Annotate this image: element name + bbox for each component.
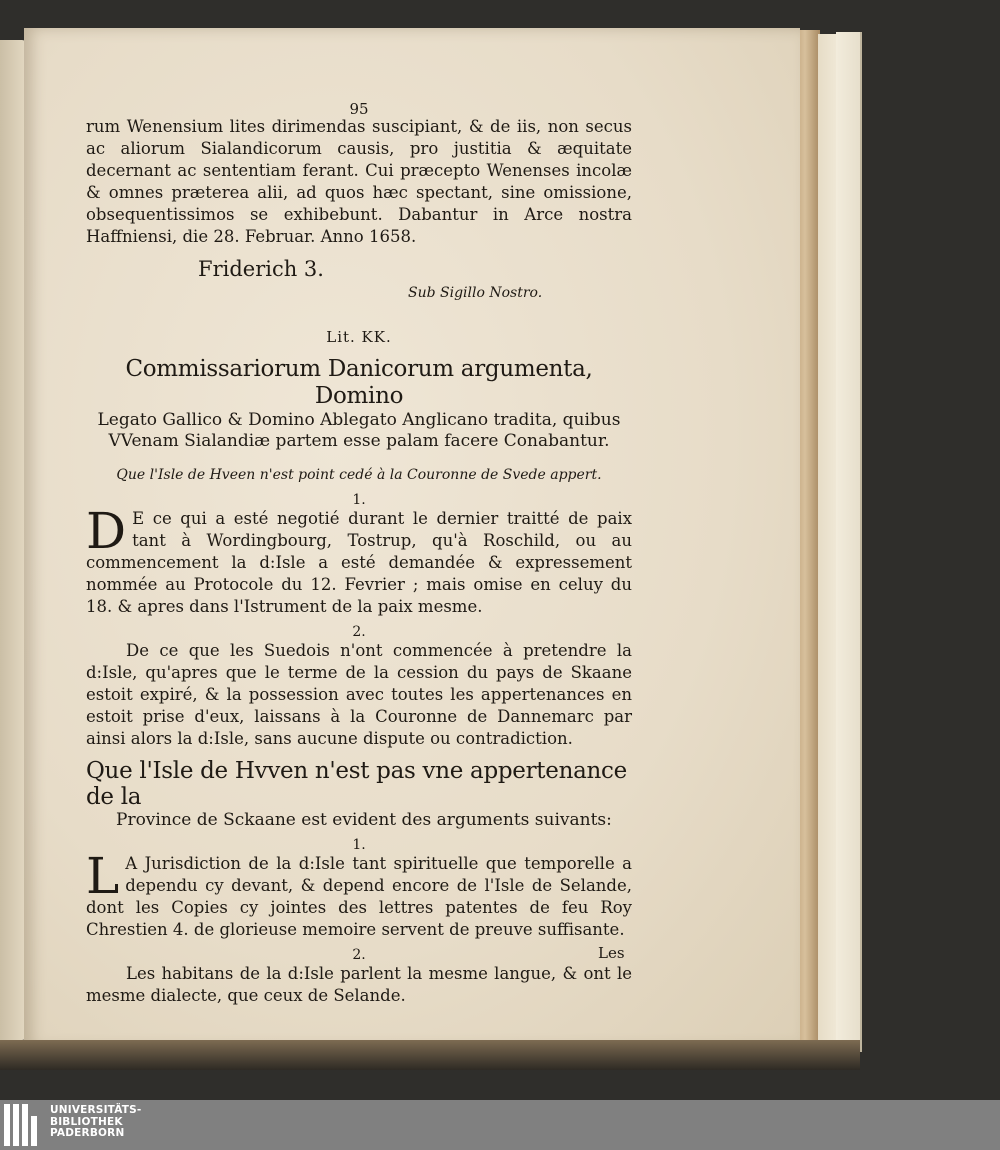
intro-paragraph: rum Wenensium lites dirimendas suscipiant, & de iis, non secus ac aliorum Sialandicorum causis, pro justitia & æquitate decernant ac sententiam ferant. Cui præcepto Wenenses incolæ & omnes præterea alii, ad quos hæc spectant, sine omissione, obsequentissimos se exhibebunt. Dabantur in Arce nostra Haffniensi, die 28. Februar. Anno 1658.: [86, 117, 632, 246]
institution-line: BIBLIOTHEK: [50, 1115, 123, 1128]
institution-line: PADERBORN: [50, 1127, 125, 1139]
library-bars-logo-icon: [4, 1104, 44, 1146]
library-footer: [0, 1100, 1000, 1150]
document-title: Commissariorum Danicorum argumenta, Domino: [125, 356, 593, 409]
argument-text: A Jurisdiction de la d:Isle tant spirituelle que temporelle a dependu cy devant, & depend encore de l'Isle de Selande, dont les Copies cy jointes des lettres patentes de feu Roy Chrestien 4. de glorieuse memoire servent de preuve suffisante.: [86, 854, 632, 939]
argument-number: 2.: [352, 624, 366, 640]
argument-paragraph: [86, 847, 632, 941]
argument-text: E ce qui a esté negotié durant le dernier traitté de paix tant à Wordingbourg, Tostrup, qu'à Roschild, ou au commencement la d:Isle a esté demandée & expressement nommée au Protocole du 12. Fevrier ; mais omise en celuy du 18. & apres dans l'Istrument de la paix mesme.: [86, 509, 632, 616]
section-heading-continued: Province de Sckaane est evident des arguments suivants:: [116, 810, 612, 830]
section-subtitle: Que l'Isle de Hveen n'est point cedé à la Couronne de Svede appert.: [116, 467, 602, 483]
argument-paragraph: De ce que les Suedois n'ont commencée à pretendre la d:Isle, qu'apres que le terme de la cession du pays de Skaane estoit expiré, & la possession avec toutes les appertenances en estoit prise d'eux, laissans à la Couronne de Dannemarc par ainsi alors la d:Isle, sans aucune dispute ou contradiction.: [86, 641, 632, 748]
signature: Friderich 3.: [198, 257, 324, 281]
drop-cap: D: [86, 502, 127, 560]
back-cover-edge: [836, 32, 862, 1052]
section-label: Lit. KK.: [326, 328, 392, 346]
argument-number: 1.: [352, 492, 366, 508]
document-title-continued: Legato Gallico & Domino Ablegato Anglicano tradita, quibus VVenam Sialandiæ partem esse palam facere Conabantur.: [97, 410, 621, 451]
drop-cap: L: [86, 847, 120, 905]
institution-line: UNIVERSITÄTS-: [50, 1104, 142, 1116]
catchword: Les: [598, 944, 625, 962]
argument-paragraph: Les habitans de la d:Isle parlent la mesme langue, & ont le mesme dialecte, que ceux de Selande.: [86, 964, 632, 1005]
cover-bottom-edge: [0, 1040, 860, 1070]
section-heading: Que l'Isle de Hvven n'est pas vne appertenance de la: [86, 758, 627, 810]
argument-number: 1.: [352, 837, 366, 853]
institution-name: [50, 1105, 141, 1140]
page-text-block: [86, 98, 632, 1007]
left-page-edge: [0, 40, 26, 1040]
argument-number: 2.: [352, 947, 366, 963]
seal-note: Sub Sigillo Nostro.: [408, 285, 543, 301]
page-number: 95: [349, 100, 369, 118]
argument-paragraph: [86, 502, 632, 618]
